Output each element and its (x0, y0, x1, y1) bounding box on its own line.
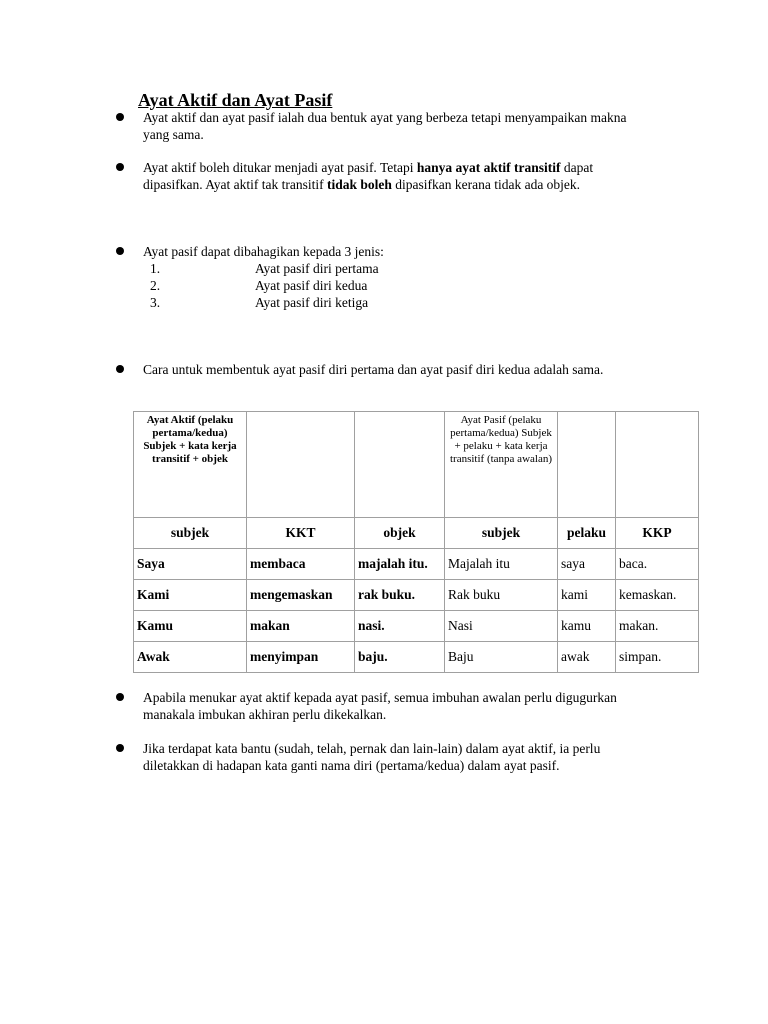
table-row (134, 580, 699, 611)
table-cell: awak (558, 642, 616, 673)
bold-text: hanya ayat aktif transitif (416, 160, 561, 175)
active-sentence-header: Ayat Aktif (pelaku pertama/kedua) Subjek + kata kerja transitif + objek (134, 412, 247, 518)
table-cell: makan (247, 611, 355, 642)
column-header: subjek (445, 518, 558, 549)
list-number: 1. (150, 261, 161, 276)
table-header-row (134, 412, 699, 518)
bullet-dot (116, 693, 124, 701)
column-header: subjek (134, 518, 247, 549)
table-cell: Majalah itu (445, 549, 558, 580)
table-cell: menyimpan (247, 642, 355, 673)
table-cell: baca. (616, 549, 699, 580)
table-cell: Kamu (134, 611, 247, 642)
table-cell: kami (558, 580, 616, 611)
bold-text: tidak boleh (326, 176, 392, 192)
paragraph-passive-types: Ayat pasif dapat dibahagikan kepada 3 jenis: (143, 244, 384, 259)
list-number: 3. (150, 295, 161, 310)
table-cell: nasi. (355, 611, 445, 642)
table-cell: baju. (355, 642, 445, 673)
paragraph-auxiliary-rule: Jika terdapat kata bantu (sudah, telah, pernak dan lain-lain) dalam ayat aktif, ia perlu diletakkan di hadapan kata ganti nama diri (pertama/kedua) dalam ayat pasif. (143, 741, 601, 773)
table-cell: makan. (616, 611, 699, 642)
table-row (134, 642, 699, 673)
text-segment: dapat dipasifkan. Ayat aktif tak transitif (143, 160, 594, 192)
table-row (134, 611, 699, 642)
table-cell: Nasi (445, 611, 558, 642)
bullet-dot (116, 113, 124, 121)
empty-header-cell (616, 412, 699, 518)
paragraph-affix-rule: Apabila menukar ayat aktif kepada ayat pasif, semua imbuhan awalan perlu digugurkan manakala imbukan akhiran perlu dikekalkan. (143, 690, 617, 722)
column-header: KKT (247, 518, 355, 549)
table-cell: mengemaskan (247, 580, 355, 611)
table-cell: Rak buku (445, 580, 558, 611)
empty-header-cell (247, 412, 355, 518)
list-item: Ayat pasif diri ketiga (255, 295, 369, 310)
table-cell: kamu (558, 611, 616, 642)
table-cell: membaca (247, 549, 355, 580)
table-cell: Baju (445, 642, 558, 673)
column-header: pelaku (558, 518, 616, 549)
table-cell: kemaskan. (616, 580, 699, 611)
bullet-dot (116, 163, 124, 171)
text-segment: Ayat aktif boleh ditukar menjadi ayat pasif. Tetapi (143, 160, 417, 175)
table-cell: Kami (134, 580, 247, 611)
list-item: Ayat pasif diri pertama (255, 261, 379, 276)
paragraph-transitive-rule (143, 160, 643, 193)
bullet-dot (116, 247, 124, 255)
table-cell: Awak (134, 642, 247, 673)
list-number: 2. (150, 278, 161, 293)
column-header: KKP (616, 518, 699, 549)
column-header-row (134, 518, 699, 549)
table-cell: saya (558, 549, 616, 580)
empty-header-cell (558, 412, 616, 518)
text-segment: dipasifkan kerana tidak ada objek. (391, 176, 581, 192)
table-cell: simpan. (616, 642, 699, 673)
page-title: Ayat Aktif dan Ayat Pasif (138, 90, 333, 110)
table-cell: Saya (134, 549, 247, 580)
paragraph-definition: Ayat aktif dan ayat pasif ialah dua bentuk ayat yang berbeza tetapi menyampaikan makna yang sama. (143, 110, 627, 142)
paragraph-formation: Cara untuk membentuk ayat pasif diri pertama dan ayat pasif diri kedua adalah sama. (143, 362, 604, 377)
list-item: Ayat pasif diri kedua (255, 278, 368, 293)
empty-header-cell (355, 412, 445, 518)
passive-conversion-table (133, 411, 699, 673)
table-cell: rak buku. (355, 580, 445, 611)
column-header: objek (355, 518, 445, 549)
table-row (134, 549, 699, 580)
passive-sentence-header: Ayat Pasif (pelaku pertama/kedua) Subjek + pelaku + kata kerja transitif (tanpa awalan) (445, 412, 558, 518)
bullet-dot (116, 744, 124, 752)
bullet-dot (116, 365, 124, 373)
table-cell: majalah itu. (355, 549, 445, 580)
